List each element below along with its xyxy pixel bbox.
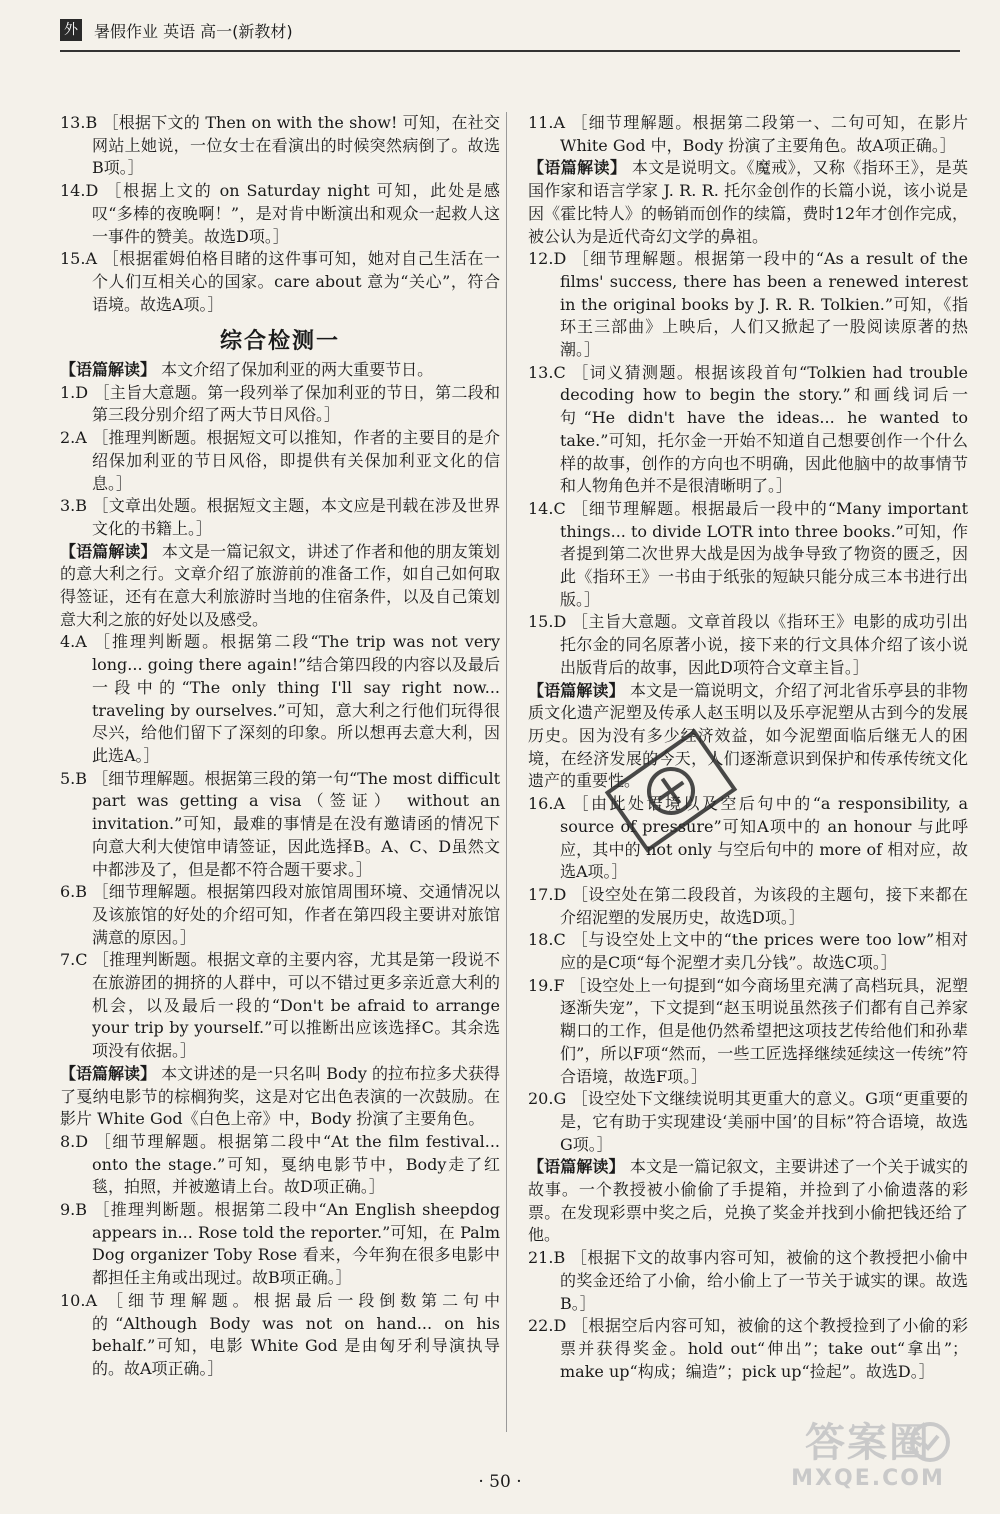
site-watermark — [758, 1420, 978, 1504]
answer-item: 6.B ［细节理解题。根据第四段对旅馆周围环境、交通情况以及该旅馆的好处的介绍可知，作者在第四段主要讲对旅馆满意的原因。］ — [60, 882, 500, 947]
reading-text: 本文是一篇记叙文，讲述了作者和他的朋友策划的意大利之行。文章介绍了旅游前的准备工作，如自己如何取得签证，还有在意大利旅游时当地的住宿条件，以及自己策划意大利之旅的好处以及感受。 — [60, 541, 500, 629]
reading-text: 本文是一篇记叙文，主要讲述了一个关于诚实的故事。一个教授被小偷偷了手提箱，并捡到了小偷遗落的彩票。在发现彩票中奖之后，兑换了奖金并找到小偷把钱还给了他。 — [528, 1157, 968, 1245]
watermark-domain: MXQE.COM — [791, 1466, 945, 1491]
answer-item: 4.A ［推理判断题。根据第二段“The trip was not very long... going there again!”结合第四段的内容以及最后一段中的“The only thing I'll say right now... traveling by ourselves.”可知，意大利之行他们玩得很尽兴，给他们留下了深刻的印象。所以想再去意大利，因此选A。］ — [60, 632, 500, 765]
reading-tag: 【语篇解读】 — [528, 680, 625, 700]
answer-item: 13.C ［词义猜测题。根据该段首句“Tolkien had trouble decoding how to begin the story.”和画线词后一句“He didn't have the ideas... he wanted to take.”可知，托尔金一开始不知道自己想要创作一个什么样的故事，创作的方向也不明确，因此他脑中的故事情节和人物角色并不是很清晰明了。］ — [528, 362, 968, 496]
reading-analysis — [528, 157, 968, 248]
column-divider — [506, 112, 507, 1432]
reading-text: 本文是说明文。《魔戒》，又称《指环王》，是英国作家和语言学家 J. R. R. 托尔金创作的长篇小说，该小说是因《霍比特人》的畅销而创作的续篇，费时12年才创作完成，被公认为是近代奇幻文学的鼻祖。 — [528, 158, 968, 246]
watermark-logo-icon — [908, 1420, 952, 1464]
answer-item: 3.B ［文章出处题。根据短文主题，本文应是刊载在涉及世界文化的书籍上。］ — [60, 496, 500, 538]
answer-item: 18.C ［与设空处上文中的“the prices were too low”相对应的是C项“每个泥塑才卖几分钱”。故选C项。］ — [528, 930, 968, 973]
right-column — [528, 112, 968, 1383]
answer-item: 22.D ［根据空后内容可知，被偷的这个教授捡到了小偷的彩票并获得奖金。hold out“伸出”；take out“拿出”；make up“构成；编造”；pick up“捡起”。故选D。］ — [528, 1316, 968, 1381]
answer-item: 13.B ［根据下文的 Then on with the show! 可知，在社交网站上她说，一位女士在看演出的时候突然病倒了。故选B项。］ — [60, 113, 500, 178]
stamp-seal — [596, 716, 746, 866]
reading-analysis — [528, 680, 968, 794]
answer-item: 2.A ［推理判断题。根据短文可以推知，作者的主要目的是介绍保加利亚的节日风俗，即提供有关保加利亚文化的信息。］ — [60, 428, 500, 493]
reading-text: 本文是一篇说明文，介绍了河北省乐亭县的非物质文化遗产泥塑及传承人赵玉明以及乐亭泥塑从古到今的发展历史。因为没有多少经济效益，如今泥塑面临后继无人的困境，在经济发展的今天，人们逐渐意识到保护和传承传统文化遗产的重要性。 — [528, 680, 968, 791]
answer-item: 14.C ［细节理解题。根据最后一段中的“Many important things... to divide LOTR into three books.”可知，作者提到第二次世界大战是因为战争导致了物资的匮乏，因此《指环王》一书由于纸张的短缺只能分成三本书进行出版。］ — [528, 498, 968, 609]
answer-item: 10.A ［细节理解题。根据最后一段倒数第二句中的“Although Body was not on hand... on his behalf.”可知，电影 White God 是由匈牙利导演执导的。故A项正确。］ — [60, 1290, 500, 1378]
answer-item: 20.G ［设空处下文继续说明其更重大的意义。G项“更重要的是，它有助于实现建设‘美丽中国’的目标”符合语境，故选G项。］ — [528, 1089, 968, 1154]
watermark-text: 答案圈 — [805, 1420, 931, 1466]
header-rule — [60, 50, 960, 52]
reading-text: 本文介绍了保加利亚的两大重要节日。 — [161, 360, 434, 380]
series-badge: 外 — [60, 19, 82, 41]
answer-item: 5.B ［细节理解题。根据第三段的第一句“The most difficult part was getting a visa（签证） without an invitation.”可知，最难的事情是在没有邀请函的情况下向意大利大使馆申请签证，因此选择B。A、C、D虽然文中都涉及了，但是都不符合题干要求。］ — [60, 768, 500, 879]
answer-item: 14.D ［根据上文的 on Saturday night 可知，此处是感叹“多棒的夜晚啊！”，是对肯中断演出和观众一起救人这一事件的赞美。故选D项。］ — [60, 181, 500, 246]
answer-item: 19.F ［设空处上一句提到“如今商场里充满了高档玩具，泥塑逐渐失宠”，下文提到“赵玉明说虽然孩子们都有自己养家糊口的工作，但是他仍然希望把这项技艺传给他们和孙辈们”，所以F项“然而，一些工匠选择继续延续这一传统”符合语境，故选F项。］ — [528, 975, 968, 1086]
reading-tag: 【语篇解读】 — [528, 1157, 625, 1177]
reading-tag: 【语篇解读】 — [60, 360, 157, 380]
left-column — [60, 112, 500, 1381]
reading-analysis — [60, 359, 500, 382]
answer-item: 15.A ［根据霍姆伯格目睹的这件事可知，她对自己生活在一个人们互相关心的国家。care about 意为“关心”，符合语境。故选A项。］ — [60, 249, 500, 314]
answer-item: 17.D ［设空处在第二段段首，为该段的主题句，接下来都在介绍泥塑的发展历史，故选D项。］ — [528, 884, 968, 927]
answer-item: 8.D ［细节理解题。根据第二段中“At the film festival... onto the stage.”可知，戛纳电影节中，Body走了红毯，拍照，并被邀请上台。故D项正确。］ — [60, 1131, 500, 1197]
reading-analysis — [528, 1156, 968, 1247]
section-title: 综合检测一 — [219, 328, 340, 355]
reading-tag: 【语篇解读】 — [528, 158, 627, 178]
answer-item: 21.B ［根据下文的故事内容可知，被偷的这个教授把小偷中的奖金还给了小偷，给小偷上了一节关于诚实的课。故选B。］ — [528, 1248, 968, 1313]
answer-item: 15.D ［主旨大意题。文章首段以《指环王》电影的成功引出托尔金的同名原著小说，接下来的行文具体介绍了该小说出版背后的故事，因此D项符合文章主旨。］ — [528, 612, 968, 677]
answer-item: 1.D ［主旨大意题。第一段列举了保加利亚的节日，第二段和第三段分别介绍了两大节日风俗。］ — [60, 382, 500, 425]
page-number: · 50 · — [478, 1472, 522, 1492]
answer-item: 9.B ［推理判断题。根据第二段中“An English sheepdog appears in... Rose told the reporter.”可知，在 Palm Dog organizer Toby Rose 看来，今年狗在很多电影中都担任主角或出现过。故B项正确。］ — [60, 1200, 500, 1288]
reading-analysis — [60, 541, 500, 632]
answer-item: 11.A ［细节理解题。根据第二段第一、二句可知，在影片 White God 中，Body 扮演了主要角色。故A项正确。］ — [528, 113, 968, 155]
reading-text: 本文讲述的是一只名叫 Body 的拉布拉多犬获得了戛纳电影节的棕榈狗奖，这是对它出色表演的一次鼓励。在影片 White God《白色上帝》中，Body 扮演了主要角色。 — [60, 1063, 500, 1129]
reading-tag: 【语篇解读】 — [60, 541, 157, 561]
answer-item: 12.D ［细节理解题。根据第一段中的“As a result of the films' success, there has been a renewed interest in the original books by J. R. R. Tolkien.”可知，《指环王三部曲》上映后，人们又掀起了一股阅读原著的热潮。］ — [528, 249, 968, 360]
reading-tag: 【语篇解读】 — [60, 1063, 157, 1083]
header-title: 暑假作业 英语 高一(新教材) — [94, 21, 293, 41]
answer-item: 7.C ［推理判断题。根据文章的主要内容，尤其是第一段说不在旅游团的拥挤的人群中，可以不错过更多亲近意大利的机会，以及最后一段的“Don't be afraid to arrange your trip by yourself.”可以推断出应该选择C。其余选项没有依据。］ — [60, 950, 500, 1061]
page-header — [60, 14, 960, 46]
answer-item: 16.A ［由此处语境以及空后句中的“a responsibility, a source of pressure”可知A项中的 an honour 与此呼应，其中的 not only 与空后句中的 more of 相对应，故选A项。］ — [528, 794, 968, 882]
reading-analysis — [60, 1063, 500, 1131]
